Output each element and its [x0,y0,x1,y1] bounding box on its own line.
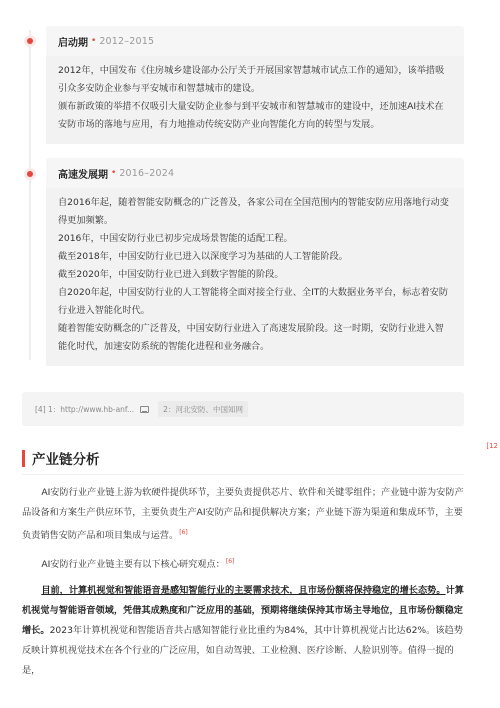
phase-separator: • [91,36,97,46]
phase-paragraph: 2012年，中国发布《住房城乡建设部办公厅关于开展国家智慧城市试点工作的通知》，该举措吸引众多安防企业参与平安城市和智慧城市的建设。 [58,65,445,94]
key-point-headline: 目前，计算机视觉和智能语音是感知智能行业的主要需求技术，且市场份额将保持稳定的增长态势。 [41,585,446,597]
phase-paragraph: 自2020年起，中国安防行业的人工智能将全面对接全行业、全IT的大数据业务平台，标志着安防行业进入智能化时代。 [58,287,449,316]
phase-body [46,56,464,144]
section-title: 产业链分析 [32,452,100,468]
phase-card-rapid-growth [46,158,464,366]
phase-paragraph: 截至2020年，中国安防行业已进入到数字智能的阶段。 [58,269,284,280]
phase-paragraph: 颁布新政策的举措不仅吸引大量安防企业参与到平安城市和智慧城市的建设中，还加速AI技术在安防市场的落地与应用，有力地推动传统安防产业向智能化方向的转型与发展。 [58,101,444,130]
section-accent-bar [22,450,25,467]
key-point-emphasis: 计算机视觉与智能语音领域，凭借其成熟度和广泛应用的基础，预期将继续保持其市场主导地位，且市场份额稳定增长。 [22,585,464,637]
timeline-dot-icon [24,168,36,180]
paragraph-text: AI安防行业产业链主要有以下核心研究观点： [41,559,225,571]
section-content [22,483,464,681]
section-heading [22,448,100,468]
reference-link-1[interactable] [30,401,154,417]
citation-link[interactable]: [6] [225,558,235,566]
phase-title: 高速发展期 [58,169,108,181]
corner-reference-marker[interactable]: [12 [486,442,498,450]
key-point-paragraph [22,581,464,681]
phase-title: 启动期 [58,37,88,49]
reference-text: 2：河北安防、中国知网 [163,404,243,414]
phase-paragraph: 2016年，中国安防行业已初步完成场景智能的适配工程。 [58,233,293,244]
key-point-text: 2023年计算机视觉和智能语音共占感知智能行业比重约为84%，其中计算机视觉占比达62%。该趋势反映计算机视觉技术在各个行业的广泛应用，如自动驾驶、工业检测、医疗诊断、人脸识别等。值得一提的是， [22,625,463,677]
phase-years: 2016–2024 [119,167,175,179]
section-divider [22,474,464,475]
phase-years: 2012–2015 [99,35,155,47]
phase-card-startup [46,26,464,144]
paragraph-text: AI安防行业产业链上游为软硬件提供环节，主要负责提供芯片、软件和关键零组件；产业链中游为安防产品设备和方案生产供应环节，主要负责生产AI安防产品和提供解决方案；产业链下游为渠道和集成环节，主要负责销售安防产品和项目集成与运营。 [22,487,464,542]
phase-body [46,188,464,366]
phase-paragraph: 自2016年起，随着智能安防概念的广泛普及，各家公司在全国范围内的智能安防应用落地行动变得更加频繁。 [58,197,449,226]
reference-text: [4] 1：http://www.hb-anf... [35,404,135,414]
reference-bar [22,392,464,426]
phase-paragraph: 随着智能安防概念的广泛普及，中国安防行业进入了高速发展阶段。这一时期，安防行业进入智能化时代，加速安防系统的智能化进程和业务融合。 [58,323,444,352]
body-paragraph [22,552,464,575]
phase-paragraph: 截至2018年，中国安防行业已进入以深度学习为基础的人工智能阶段。 [58,251,348,262]
body-paragraph [22,483,464,546]
reference-link-2[interactable] [158,401,248,417]
phase-separator: • [111,168,117,178]
phase-header [46,26,464,56]
timeline-dot-icon [24,35,36,47]
phase-header [46,158,464,188]
citation-link[interactable]: [6] [179,529,188,536]
timeline-line [29,30,31,360]
copy-icon[interactable] [140,406,149,413]
